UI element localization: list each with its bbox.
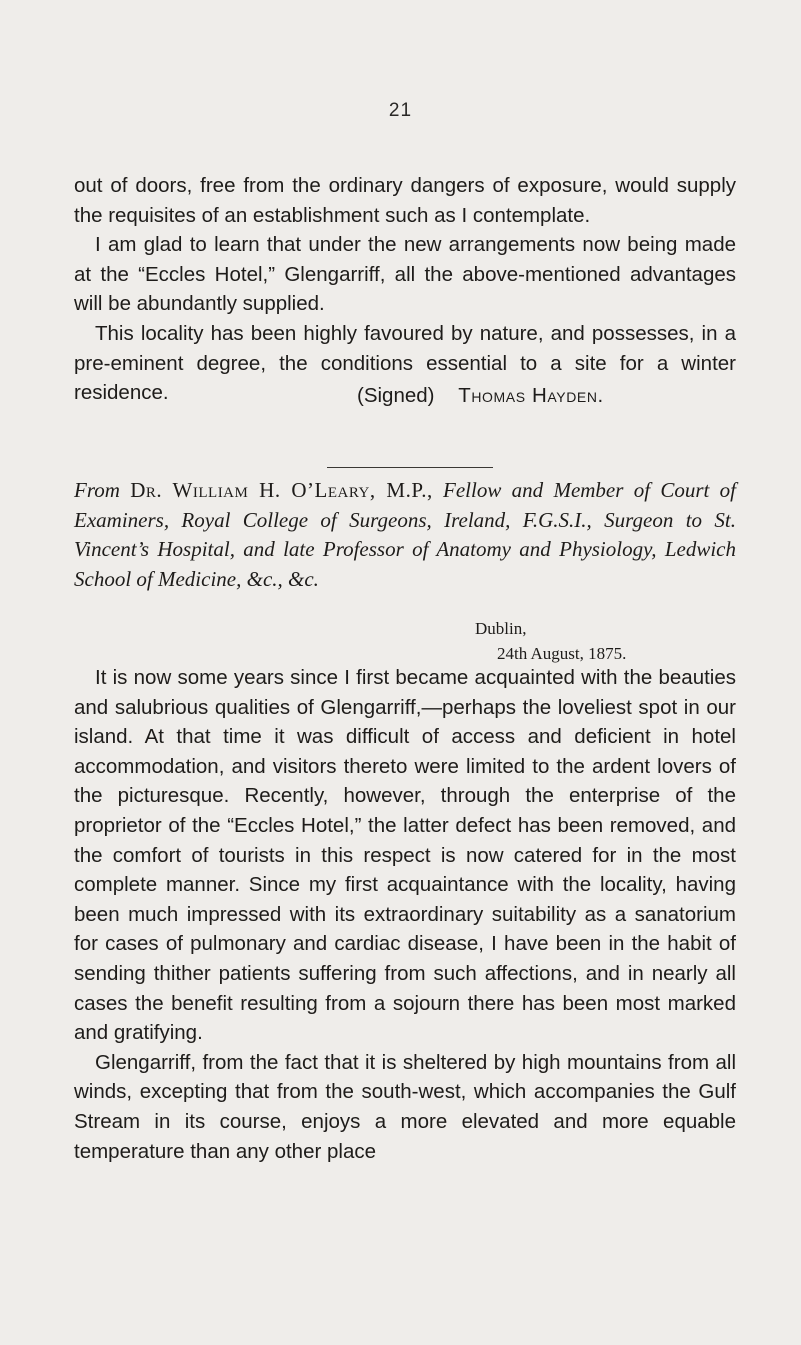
dateline-date: 24th August, 1875.	[497, 644, 627, 663]
signature-name: Thomas Hayden.	[458, 384, 604, 407]
paragraph: out of doors, free from the ordinary dangers of exposure, would supply the requisites of an establishment such as I contemplate.	[74, 174, 736, 227]
letter-body	[74, 663, 736, 1166]
letter-heading	[74, 476, 736, 594]
heading-titles: Fellow and Member of Court of Examiners, Royal College of Surgeons, Ireland, F.G.S.I., Surgeon to St. Vincent’s Hospital, and late Professor of Anatomy and Physiology, Ledwich School of Medicine, &c., &c.	[74, 478, 737, 591]
signature	[357, 384, 604, 408]
section-divider	[327, 467, 493, 468]
heading-author: Dr. William H. O’Leary, M.P.,	[130, 478, 433, 502]
paragraph: Glengarriff, from the fact that it is sheltered by high mountains from all winds, excepting that from the south-west, which accompanies the Gulf Stream in its course, enjoys a more elevated and more equable temperature than any other place	[74, 1050, 736, 1163]
paragraph: I am glad to learn that under the new arrangements now being made at the “Eccles Hotel,” Glengarriff, all the above-mentioned advantages will be abundantly supplied.	[74, 233, 736, 316]
dateline-place: Dublin,	[475, 619, 527, 638]
paragraph: This locality has been highly favoured by nature, and possesses, in a pre-eminent degree, the conditions essential to a site for a winter residence.	[74, 321, 736, 405]
opening-text	[74, 171, 736, 408]
heading-from: From	[74, 478, 120, 502]
page-number: 21	[388, 100, 413, 121]
signature-prefix: (Signed)	[357, 384, 435, 407]
paragraph: It is now some years since I first became acquainted with the beauties and salubrious qualities of Glengarriff,—perhaps the loveliest spot in our island. At that time it was difficult of access and deficient in hotel accommodation, and visitors thereto were limited to the ardent lovers of the picturesque. Recently, however, through the enterprise of the proprietor of the “Eccles Hotel,” the latter defect has been removed, and the comfort of tourists in this respect is now catered for in the most complete manner. Since my first acquaintance with the locality, having been much impressed with its extraordinary suitability as a sanatorium for cases of pulmonary and cardiac disease, I have been in the habit of sending thither patients suffering from such affections, and in nearly all cases the benefit resulting from a sojourn there has been most marked and gratifying.	[74, 666, 736, 1045]
